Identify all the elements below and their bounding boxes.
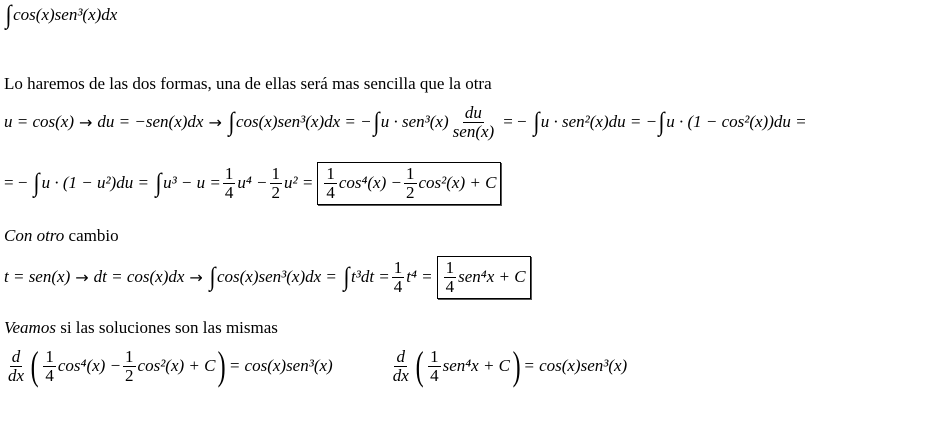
term: sen⁴x + C bbox=[458, 267, 526, 287]
fraction bbox=[444, 259, 457, 296]
equation-line-2 bbox=[4, 162, 501, 205]
equation-line-3 bbox=[4, 256, 531, 299]
derivative-operator bbox=[391, 348, 411, 385]
fraction-numerator: 1 bbox=[224, 164, 234, 183]
result: = cos(x)sen³(x) bbox=[523, 356, 628, 375]
derivative-operator bbox=[6, 348, 26, 385]
heading-italic: Con otro bbox=[4, 226, 65, 245]
fraction-denominator: 4 bbox=[445, 276, 455, 296]
term: cos⁴(x) − bbox=[338, 173, 402, 193]
integral-sign: ∫ bbox=[33, 168, 41, 198]
boxed-result-1 bbox=[317, 162, 501, 205]
boxed-result-2 bbox=[437, 256, 531, 299]
left-paren: ( bbox=[415, 343, 424, 388]
arrow-icon: → bbox=[75, 267, 89, 287]
fraction-denominator: 2 bbox=[125, 365, 134, 385]
fraction-numerator: 1 bbox=[271, 164, 280, 183]
integral-sign: ∫ bbox=[209, 262, 216, 292]
integral-sign: ∫ bbox=[155, 168, 162, 198]
fraction-numerator: 1 bbox=[430, 346, 439, 366]
term: u² = bbox=[284, 173, 314, 193]
heading-otro-cambio bbox=[4, 226, 119, 246]
du-definition: du = −sen(x)dx bbox=[97, 112, 204, 132]
fraction bbox=[270, 165, 283, 202]
fraction bbox=[223, 165, 236, 202]
heading-veamos bbox=[4, 318, 278, 338]
fraction-denominator: dx bbox=[8, 365, 25, 385]
operator: = − bbox=[4, 173, 28, 193]
equation-line-1 bbox=[4, 104, 807, 141]
header-integrand: cos(x)sen³(x)dx bbox=[13, 5, 118, 24]
fraction-numerator: 1 bbox=[393, 258, 403, 277]
term: u · (1 − cos²(x))du = bbox=[666, 112, 807, 132]
heading-normal: si las soluciones son las mismas bbox=[60, 318, 278, 337]
fraction-denominator: 4 bbox=[45, 365, 54, 385]
fraction bbox=[428, 348, 441, 385]
fraction-denominator: 2 bbox=[406, 182, 415, 202]
integral-sign: ∫ bbox=[228, 107, 235, 137]
term: sen⁴x + C bbox=[442, 356, 511, 375]
arrow-icon: → bbox=[208, 112, 222, 132]
fraction-numerator: d bbox=[396, 346, 405, 366]
term: cos⁴(x) − bbox=[57, 356, 122, 375]
arrow-icon: → bbox=[79, 112, 93, 132]
fraction-denominator: dx bbox=[392, 365, 409, 385]
fraction bbox=[324, 165, 337, 202]
term: cos²(x) + C bbox=[418, 173, 497, 193]
integral-sign: ∫ bbox=[658, 107, 665, 137]
u-definition: u = cos(x) bbox=[4, 112, 75, 132]
integral-expression: cos(x)sen³(x)dx = − bbox=[235, 112, 372, 132]
term: t⁴ = bbox=[406, 267, 433, 287]
integral-sign: ∫ bbox=[5, 0, 12, 29]
right-paren: ) bbox=[512, 343, 521, 388]
fraction-denominator: 4 bbox=[393, 276, 403, 296]
t-definition: t = sen(x) bbox=[4, 267, 71, 287]
operator: = − bbox=[503, 112, 527, 132]
header-expression bbox=[4, 2, 117, 28]
integral-sign: ∫ bbox=[533, 107, 540, 137]
intro-text bbox=[4, 74, 492, 94]
fraction-numerator: d bbox=[11, 346, 21, 366]
fraction-numerator: 1 bbox=[125, 346, 134, 366]
term: u · sen³(x) bbox=[380, 112, 449, 132]
equation-line-4 bbox=[4, 343, 628, 388]
fraction bbox=[404, 165, 417, 202]
fraction-numerator: 1 bbox=[326, 164, 335, 183]
integral-expression: cos(x)sen³(x)dx = bbox=[216, 267, 337, 287]
fraction-numerator: 1 bbox=[45, 346, 54, 366]
term: u³ − u = bbox=[163, 173, 221, 193]
fraction-denominator: 4 bbox=[430, 365, 439, 385]
term: u · sen²(x)du = − bbox=[540, 112, 658, 132]
left-paren: ( bbox=[30, 343, 39, 388]
term: t³dt = bbox=[351, 267, 390, 287]
result: = cos(x)sen³(x) bbox=[228, 356, 333, 375]
fraction bbox=[43, 348, 56, 385]
integral-sign: ∫ bbox=[343, 262, 350, 292]
fraction-numerator: 1 bbox=[445, 258, 455, 277]
integral-sign: ∫ bbox=[373, 107, 380, 137]
arrow-icon: → bbox=[189, 267, 203, 287]
fraction-denominator: 4 bbox=[224, 182, 234, 202]
right-paren: ) bbox=[218, 343, 227, 388]
term: u · (1 − u²)du = bbox=[41, 173, 149, 193]
term: u⁴ − bbox=[237, 173, 268, 193]
heading-italic: Veamos bbox=[4, 318, 56, 337]
fraction-numerator: du bbox=[464, 103, 482, 122]
term: cos²(x) + C bbox=[137, 356, 216, 375]
fraction-denominator: 4 bbox=[326, 182, 335, 202]
heading-normal: cambio bbox=[68, 226, 119, 245]
fraction-numerator: 1 bbox=[406, 164, 415, 183]
intro-sentence: Lo haremos de las dos formas, una de ellas será mas sencilla que la otra bbox=[4, 74, 492, 93]
fraction bbox=[123, 348, 136, 385]
fraction bbox=[451, 104, 497, 141]
fraction bbox=[392, 259, 405, 296]
fraction-denominator: sen(x) bbox=[452, 121, 495, 141]
dt-definition: dt = cos(x)dx bbox=[93, 267, 185, 287]
fraction-denominator: 2 bbox=[271, 182, 280, 202]
